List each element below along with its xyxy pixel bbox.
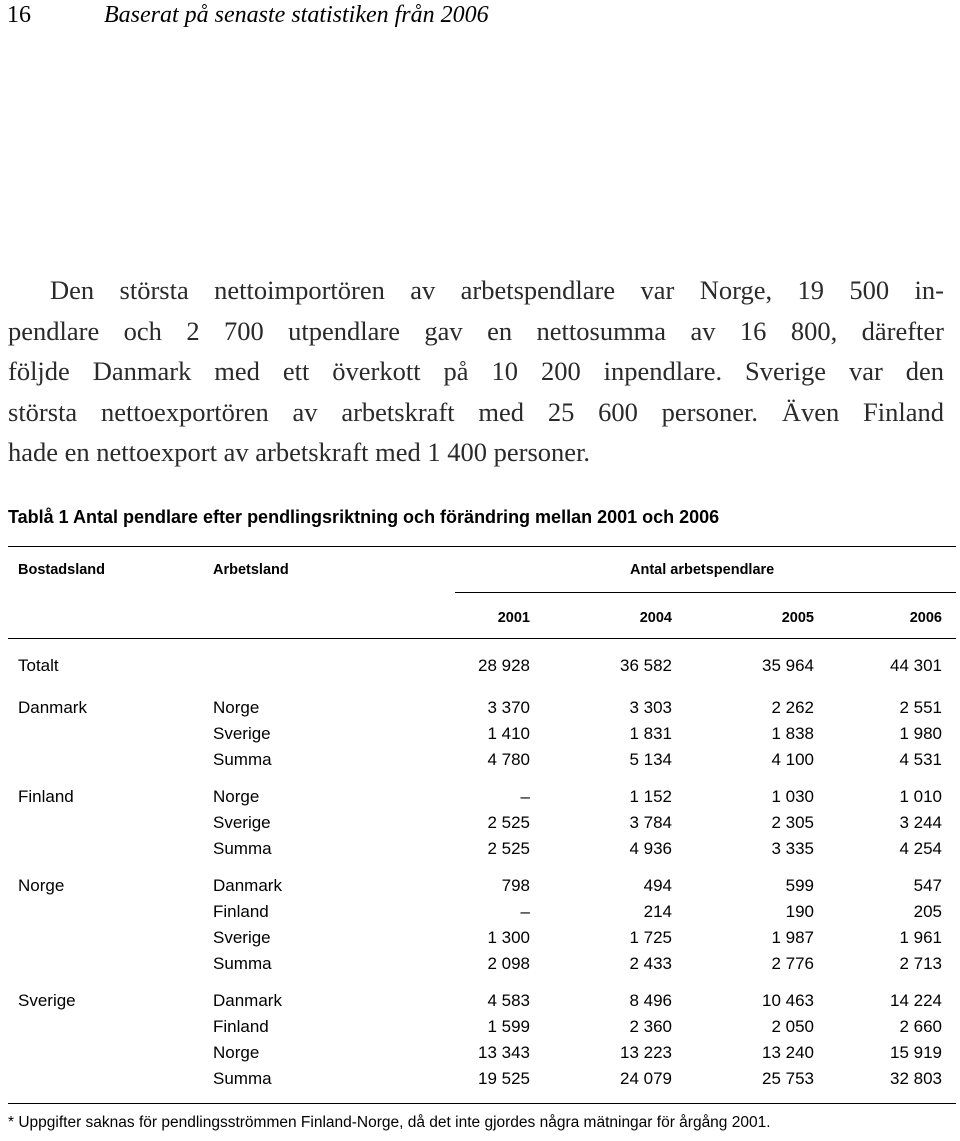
table-cell: 214 [643,902,672,921]
work-country: Finland [213,902,269,921]
table-cell: 4 531 [899,750,942,769]
table-cell: 190 [785,902,814,921]
total-value: 36 582 [620,656,672,675]
work-country: Danmark [213,876,282,895]
table-cell: 205 [913,902,942,921]
table-cell: 1 980 [899,724,942,743]
paragraph-line: pendlare och 2 700 utpendlare gav en nettosumma av 16 800, därefter [8,315,944,346]
table-cell: 1 152 [629,787,672,806]
table-cell: 15 919 [890,1043,942,1062]
header-year: 2001 [497,610,530,626]
work-country: Sverige [213,928,271,947]
total-label: Totalt [18,656,59,675]
footnote: * Uppgifter saknas för pendlingsströmmen Finland-Norge, då det inte gjordes några mätningar för årgång 2001. [8,1114,771,1131]
work-country: Norge [213,1043,260,1062]
table-header-rule [8,638,956,639]
table-cell: 14 224 [890,991,942,1010]
table-cell: 3 244 [899,813,942,832]
table-cell: 2 713 [899,954,942,973]
table-cell: 2 776 [771,954,814,973]
table-cell: 1 410 [487,724,530,743]
table-cell: 3 784 [629,813,672,832]
work-country: Norge [213,787,260,806]
table-cell: 494 [643,876,672,895]
table-cell: 2 050 [771,1017,814,1036]
table-cell: 1 831 [629,724,672,743]
table-cell: 13 223 [620,1043,672,1062]
body-paragraph [8,270,944,473]
paragraph-line: största nettoexportören av arbetskraft med 25 600 personer. Även Finland [8,396,944,427]
residence-country: Finland [18,787,74,806]
work-country: Norge [213,698,260,717]
table-cell: 2 660 [899,1017,942,1036]
total-value: 28 928 [478,656,530,675]
table-cell: 1 961 [899,928,942,947]
table-cell: 3 370 [487,698,530,717]
table-cell: 5 134 [629,750,672,769]
table-cell: 1 838 [771,724,814,743]
work-country: Summa [213,839,272,858]
header-year: 2005 [781,610,814,626]
table-cell: 4 100 [771,750,814,769]
table-cell: 2 098 [487,954,530,973]
table-caption: Tablå 1 Antal pendlare efter pendlingsriktning och förändring mellan 2001 och 2006 [8,507,720,527]
paragraph-line: följde Danmark med ett överkott på 10 200 inpendlare. Sverige var den [8,356,944,386]
table-cell: 1 300 [487,928,530,947]
total-value: 35 964 [762,656,814,675]
table-cell: 1 987 [771,928,814,947]
table-cell: – [520,787,530,806]
table-group-rule [455,592,956,593]
running-title: Baserat på senaste statistiken från 2006 [104,2,489,28]
table-cell: 2 525 [487,813,530,832]
table-cell: 13 343 [478,1043,530,1062]
table-cell: 4 780 [487,750,530,769]
header-commuters-group: Antal arbetspendlare [630,562,775,578]
table-cell: 8 496 [629,991,672,1010]
work-country: Finland [213,1017,269,1036]
header-year: 2004 [639,610,672,626]
table-cell: 3 303 [629,698,672,717]
table-cell: 13 240 [762,1043,814,1062]
table-cell: 2 360 [629,1017,672,1036]
table-cell: 10 463 [762,991,814,1010]
header-year: 2006 [909,610,942,626]
table-cell: 1 725 [629,928,672,947]
work-country: Danmark [213,991,282,1010]
paragraph-line: hade en nettoexport av arbetskraft med 1 400 personer. [8,437,591,467]
residence-country: Norge [18,876,65,895]
work-country: Summa [213,954,272,973]
table-cell: 547 [913,876,942,895]
table-top-rule [8,546,956,547]
table-cell: 1 030 [771,787,814,806]
residence-country: Danmark [18,698,87,717]
table-bottom-rule [8,1103,956,1104]
work-country: Summa [213,1069,272,1088]
table-cell: 599 [785,876,814,895]
table-cell: 2 305 [771,813,814,832]
table-cell: 24 079 [620,1069,672,1088]
header-residence-country: Bostadsland [18,562,106,578]
total-value: 44 301 [890,656,942,675]
table-cell: 19 525 [478,1069,530,1088]
work-country: Sverige [213,813,271,832]
table-cell: 32 803 [890,1069,942,1088]
table-cell: 4 254 [899,839,942,858]
table-cell: 1 599 [487,1017,530,1036]
residence-country: Sverige [18,991,76,1010]
page-number: 16 [7,2,31,28]
work-country: Sverige [213,724,271,743]
page-header [0,0,960,30]
table-cell: – [520,902,530,921]
work-country: Summa [213,750,272,769]
table-cell: 3 335 [771,839,814,858]
table-cell: 2 433 [629,954,672,973]
table-cell: 2 262 [771,698,814,717]
table-cell: 2 551 [899,698,942,717]
table-cell: 4 936 [629,839,672,858]
table-cell: 25 753 [762,1069,814,1088]
paragraph-line: Den största nettoimportören av arbetspendlare var Norge, 19 500 in- [50,275,944,305]
table-cell: 1 010 [899,787,942,806]
table-cell: 798 [501,876,530,895]
table-cell: 4 583 [487,991,530,1010]
header-work-country: Arbetsland [213,562,289,578]
table-cell: 2 525 [487,839,530,858]
